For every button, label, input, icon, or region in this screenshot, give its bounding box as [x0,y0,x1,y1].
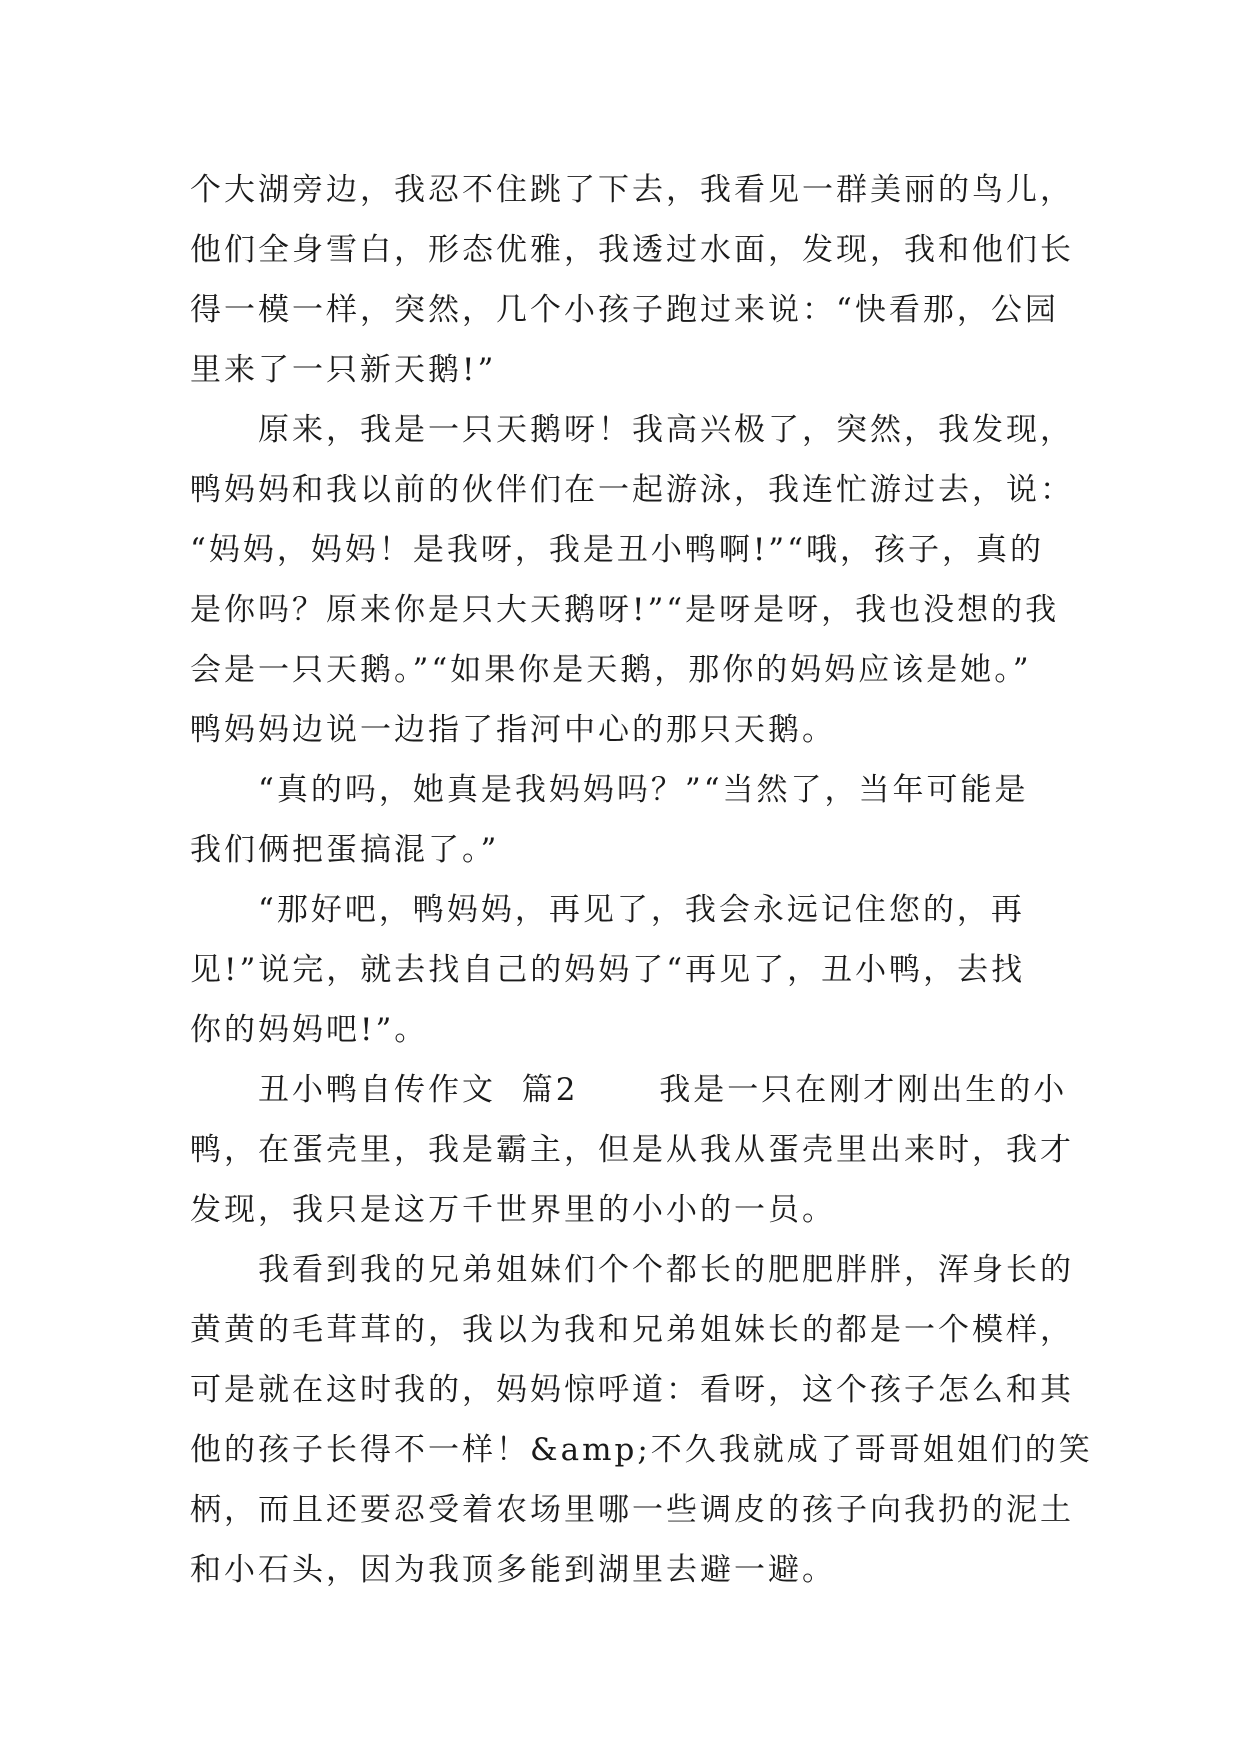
text-line: 柄，而且还要忍受着农场里哪一些调皮的孩子向我扔的泥土 [190,1492,1074,1528]
text-line: 得一模一样，突然，几个小孩子跑过来说：“快看那，公园 [190,292,1059,328]
text-line: 我们俩把蛋搞混了。” [190,832,500,868]
text-line: 鸭妈妈边说一边指了指河中心的那只天鹅。 [190,712,836,748]
text-line: 发现，我只是这万千世界里的小小的一员。 [190,1192,836,1228]
body-text [190,160,1093,1600]
text-line: 黄黄的毛茸茸的，我以为我和兄弟姐妹长的都是一个模样， [190,1312,1074,1348]
text-line: 里来了一只新天鹅!” [190,352,497,388]
text-line: 会是一只天鹅。”“如果你是天鹅，那你的妈妈应该是她。” [190,652,1032,688]
text-line: 个大湖旁边，我忍不住跳了下去，我看见一群美丽的鸟儿， [190,172,1074,208]
text-line: 可是就在这时我的，妈妈惊呼道：看呀，这个孩子怎么和其 [190,1372,1074,1408]
text-line: 我看到我的兄弟姐妹们个个都长的肥肥胖胖，浑身长的 [190,1252,1074,1288]
text-line: 丑小鸭自传作文 篇2 我是一只在刚才刚出生的小 [190,1072,1068,1108]
text-line: “真的吗，她真是我妈妈吗？”“当然了，当年可能是 [190,772,1029,808]
text-line: “那好吧，鸭妈妈，再见了，我会永远记住您的，再 [190,892,1025,928]
text-line: 你的妈妈吧!”。 [190,1012,429,1048]
text-line: 是你吗？原来你是只大天鹅呀!”“是呀是呀，我也没想的我 [190,592,1060,628]
text-line: 他的孩子长得不一样！&amp;不久我就成了哥哥姐姐们的笑 [190,1432,1093,1468]
text-line: “妈妈，妈妈！是我呀，我是丑小鸭啊!”“哦，孩子，真的 [190,532,1044,568]
text-line: 原来，我是一只天鹅呀！我高兴极了，突然，我发现， [190,412,1074,448]
text-line: 鸭妈妈和我以前的伙伴们在一起游泳，我连忙游过去，说： [190,472,1074,508]
text-line: 和小石头，因为我顶多能到湖里去避一避。 [190,1552,836,1588]
text-line: 见!”说完，就去找自己的妈妈了“再见了，丑小鸭，去找 [190,952,1026,988]
text-line: 鸭，在蛋壳里，我是霸主，但是从我从蛋壳里出来时，我才 [190,1132,1074,1168]
text-line: 他们全身雪白，形态优雅，我透过水面，发现，我和他们长 [190,232,1074,268]
